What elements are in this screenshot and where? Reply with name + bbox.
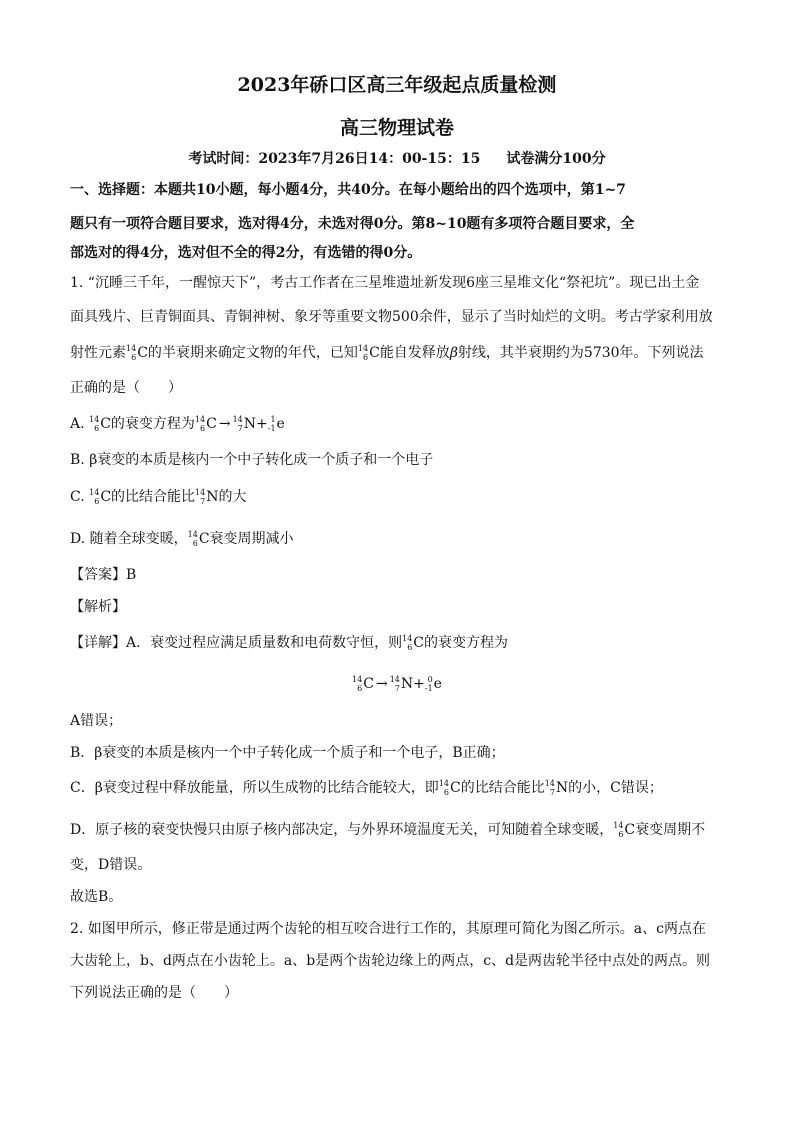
- nuclide-c14: 14 6 C: [126, 344, 148, 362]
- exam-time: 考试时间：2023年7月26日14：00-15：15: [188, 151, 481, 167]
- q1-option-a: A. 14 6 C的衰变方程为 14 6 C → 14 7 N+ 1 -1 e: [70, 415, 285, 433]
- section1-line-2: 题只有一项符合题目要求，选对得4分，未选对得0分。第8~10题有多项符合题目要求，全: [70, 216, 635, 232]
- q1-option-b: B. β衰变的本质是核内一个中子转化成一个质子和一个电子: [70, 452, 434, 468]
- nuclide-c14: 14 6 C: [357, 344, 380, 362]
- q2-stem-line-3: 下列说法正确的是（ ）: [70, 985, 238, 1001]
- exam-subtitle: 高三物理试卷: [339, 117, 454, 139]
- section1-line-1: 一、选择题：本题共10小题，每小题4分，共40分。在每小题给出的四个选项中，第1~7: [70, 182, 626, 198]
- q1-c-explain: C．β衰变过程中释放能量，所以生成物的比结合能较大，即 14 6 C的比结合能比 14 7 N的小，C错误；: [70, 779, 663, 797]
- section1-line-3: 部选对的得4分，选对但不全的得2分，有选错的得0分。: [70, 245, 422, 261]
- q1-detail: 【详解】A．衰变过程应满足质量数和电荷数守恒，则 14 6 C的衰变方程为: [70, 634, 509, 652]
- q1-answer: 【答案】B: [70, 567, 137, 583]
- q1-stem-line-4: 正确的是（ ）: [70, 380, 182, 396]
- q2-stem-line-2: 大齿轮上，b、d两点在小齿轮上。a、b是两个齿轮边缘上的两点，c、d是两齿轮半径中点处的两点。则: [70, 953, 711, 969]
- q1-stem-line-2: 面具残片、巨青铜面具、青铜神树、象牙等重要文物500余件，显示了当时灿烂的文明。考古学家利用放: [70, 309, 713, 325]
- exam-info: [0, 148, 794, 168]
- q1-stem-line-1: 1. “沉睡三千年，一醒惊天下”，考古工作者在三星堆遗址新发现6座三星堆文化“祭祀坑”。现已出土金: [70, 275, 700, 291]
- q1-d-explain-line-1: D．原子核的衰变快慢只由原子核内部决定，与外界环境温度无关，可知随着全球变暖， 14 6 C衰变周期不: [70, 821, 706, 839]
- nuclide-c14: 14 6 C: [89, 415, 111, 433]
- nuclide-electron: 1 -1 e: [267, 415, 285, 433]
- q1-stem-line-3: 射性元素 14 6 C的半衰期来确定文物的年代，已知 14 6 C能自发释放β射线，其半衰期约为5730年。下列说法: [70, 344, 704, 362]
- q1-analysis-label: 【解析】: [70, 599, 126, 615]
- exam-title: 2023年硚口区高三年级起点质量检测: [237, 74, 557, 96]
- nuclide-n14: 14 7 N: [232, 415, 256, 433]
- q1-a-wrong: A错误；: [70, 713, 123, 729]
- decay-equation: 14 6 C → 14 7 N+ 0 -1 e: [352, 675, 442, 693]
- q2-stem-line-1: 2. 如图甲所示，修正带是通过两个齿轮的相互咬合进行工作的，其原理可简化为图乙所示。a、c两点在: [70, 921, 706, 937]
- q1-b-explain: B．β衰变的本质是核内一个中子转化成一个质子和一个电子，B正确；: [70, 745, 505, 761]
- q1-option-c: C. 14 6 C的比结合能比 14 7 N的大: [70, 488, 247, 506]
- q1-d-explain-line-2: 变，D错误。: [70, 857, 152, 873]
- full-score: 试卷满分100分: [506, 151, 606, 167]
- q1-choose: 故选B。: [70, 889, 123, 905]
- q1-option-d: D. 随着全球变暖， 14 6 C衰变周期减小: [70, 530, 294, 548]
